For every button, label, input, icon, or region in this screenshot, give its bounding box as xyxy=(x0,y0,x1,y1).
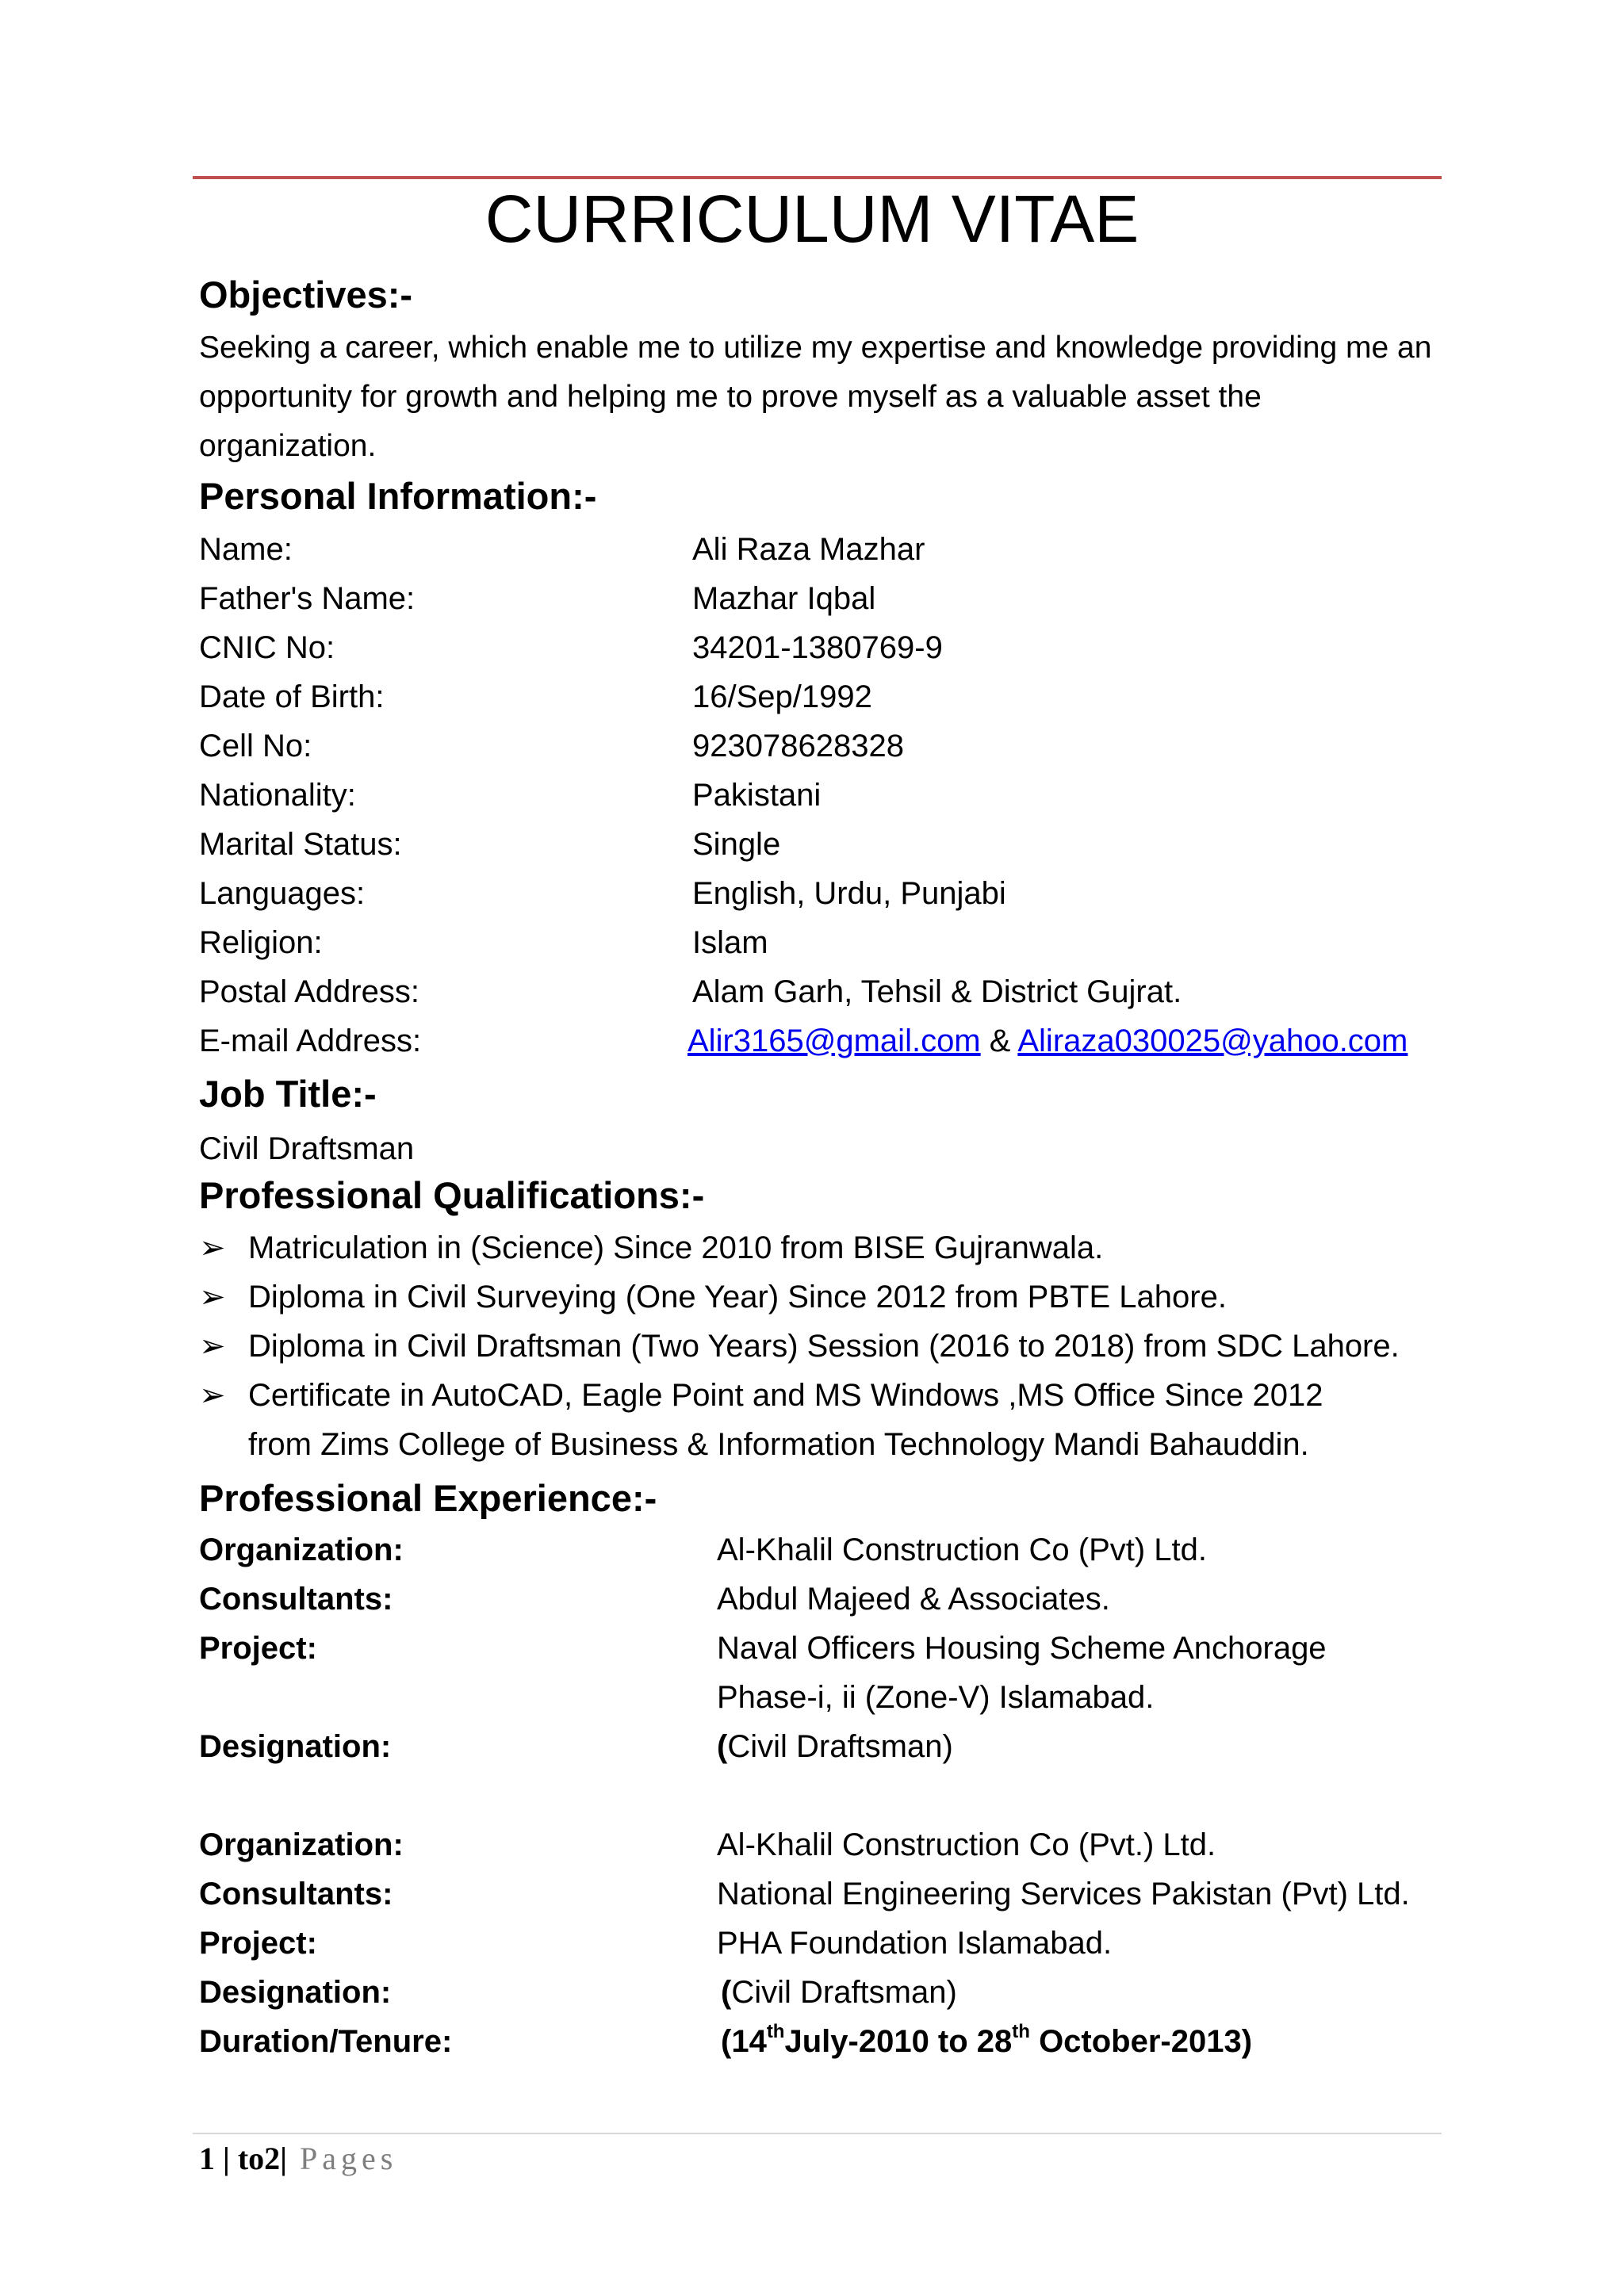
email-link-yahoo[interactable]: Aliraza030025@yahoo.com xyxy=(1017,1024,1408,1058)
info-label: Nationality: xyxy=(199,778,356,813)
designation-text: Civil Draftsman) xyxy=(731,1975,957,2010)
exp1-designation-row xyxy=(199,1722,1468,1771)
ordinal-suffix: th xyxy=(1012,2020,1030,2042)
info-row-cell xyxy=(199,721,1468,771)
info-label: E-mail Address: xyxy=(199,1024,422,1058)
qualification-text: Certificate in AutoCAD, Eagle Point and MS Windows ,MS Office Since 2012 xyxy=(248,1378,1323,1413)
exp-value: Abdul Majeed & Associates. xyxy=(717,1582,1110,1617)
objectives-text: Seeking a career, which enable me to utilize my expertise and knowledge providing me an opportunity for growth and helping me to prove myself as a valuable asset the organization. xyxy=(199,331,1432,463)
info-label: Cell No: xyxy=(199,729,312,763)
qualification-continuation: from Zims College of Business & Information Technology Mandi Bahauddin. xyxy=(248,1427,1309,1462)
exp-value: Al-Khalil Construction Co (Pvt) Ltd. xyxy=(717,1533,1208,1567)
info-label: CNIC No: xyxy=(199,630,335,665)
email-values xyxy=(688,1016,1408,1066)
experience-heading: Professional Experience:- xyxy=(199,1477,657,1519)
paren: ( xyxy=(717,1729,728,1764)
qualification-text: Diploma in Civil Draftsman (Two Years) Session (2016 to 2018) from SDC Lahore. xyxy=(248,1329,1400,1364)
personal-info-heading: Personal Information:- xyxy=(199,475,597,517)
info-row-father-name xyxy=(199,574,1468,623)
duration-part: July-2010 to 28 xyxy=(784,2024,1013,2059)
info-label: Name: xyxy=(199,532,293,567)
email-separator: & xyxy=(989,1024,1011,1058)
info-label: Languages: xyxy=(199,876,366,911)
exp-label: Project: xyxy=(199,1631,317,1666)
info-value: Pakistani xyxy=(692,778,822,813)
exp-label: Organization: xyxy=(199,1533,404,1567)
info-value: Mazhar Iqbal xyxy=(692,581,876,616)
exp2-project-row xyxy=(199,1919,1468,1968)
footer-rule xyxy=(193,2133,1442,2134)
exp1-project-row-2 xyxy=(199,1673,1468,1722)
info-value: Islam xyxy=(692,925,768,960)
email-link-gmail[interactable]: Alir3165@gmail.com xyxy=(688,1024,981,1058)
exp-value: Al-Khalil Construction Co (Pvt.) Ltd. xyxy=(717,1827,1216,1862)
info-row-nationality xyxy=(199,771,1468,820)
objectives-heading: Objectives:- xyxy=(199,274,413,316)
info-value: English, Urdu, Punjabi xyxy=(692,876,1006,911)
paren: ( xyxy=(721,1975,732,2010)
arrow-bullet-icon: ➢ xyxy=(199,1378,226,1413)
exp-label: Designation: xyxy=(199,1729,392,1764)
exp-label: Project: xyxy=(199,1926,317,1961)
job-title-value: Civil Draftsman xyxy=(199,1131,415,1166)
info-label: Father's Name: xyxy=(199,581,416,616)
page-title: CURRICULUM VITAE xyxy=(485,182,1139,256)
exp2-duration-row xyxy=(199,2017,1468,2066)
exp-label: Consultants: xyxy=(199,1877,393,1911)
exp-value xyxy=(717,1722,953,1771)
exp2-consultants-row xyxy=(199,1869,1468,1919)
exp-value: National Engineering Services Pakistan (Pvt) Ltd. xyxy=(717,1877,1410,1911)
exp2-organization-row xyxy=(199,1820,1468,1869)
exp-label: Duration/Tenure: xyxy=(199,2024,453,2059)
exp-label: Designation: xyxy=(199,1975,392,2010)
duration-value xyxy=(721,2017,1252,2066)
ordinal-suffix: th xyxy=(766,2020,785,2042)
duration-part: (14 xyxy=(721,2024,767,2059)
exp-label: Organization: xyxy=(199,1827,404,1862)
footer-pages-label: Pages xyxy=(286,2141,398,2176)
designation-text: Civil Draftsman) xyxy=(727,1729,953,1764)
info-row-cnic xyxy=(199,623,1468,672)
info-row-languages xyxy=(199,869,1468,918)
info-label: Religion: xyxy=(199,925,323,960)
info-label: Date of Birth: xyxy=(199,679,385,714)
exp1-organization-row xyxy=(199,1525,1468,1575)
info-value: 34201-1380769-9 xyxy=(692,630,943,665)
info-row-postal-address xyxy=(199,967,1468,1016)
info-row-marital-status xyxy=(199,820,1468,869)
arrow-bullet-icon: ➢ xyxy=(199,1280,226,1314)
footer-total: to2 xyxy=(237,2141,281,2176)
info-row-religion xyxy=(199,918,1468,967)
exp1-project-row xyxy=(199,1624,1468,1673)
qualifications-heading: Professional Qualifications:- xyxy=(199,1174,705,1216)
exp-value: Naval Officers Housing Scheme Anchorage xyxy=(717,1631,1327,1666)
exp2-designation-row xyxy=(199,1968,1468,2017)
info-value: Alam Garh, Tehsil & District Gujrat. xyxy=(692,974,1182,1009)
info-value: Single xyxy=(692,827,781,862)
info-row-email xyxy=(199,1016,1468,1066)
info-value: 923078628328 xyxy=(692,729,904,763)
exp-value: PHA Foundation Islamabad. xyxy=(717,1926,1113,1961)
info-label: Marital Status: xyxy=(199,827,402,862)
info-row-dob xyxy=(199,672,1468,721)
qualification-text: Diploma in Civil Surveying (One Year) Since 2012 from PBTE Lahore. xyxy=(248,1280,1227,1314)
page-footer xyxy=(199,2139,397,2179)
duration-part: October-2013) xyxy=(1029,2024,1253,2059)
exp-value: Phase-i, ii (Zone-V) Islamabad. xyxy=(717,1680,1155,1715)
info-value: 16/Sep/1992 xyxy=(692,679,872,714)
info-label: Postal Address: xyxy=(199,974,419,1009)
info-row-name xyxy=(199,525,1468,574)
exp1-consultants-row xyxy=(199,1575,1468,1624)
exp-label: Consultants: xyxy=(199,1582,393,1617)
footer-separator: | xyxy=(280,2141,287,2176)
qualification-text: Matriculation in (Science) Since 2010 from BISE Gujranwala. xyxy=(248,1230,1104,1265)
job-title-heading: Job Title:- xyxy=(199,1073,377,1115)
page-number: 1 xyxy=(199,2141,215,2176)
exp-value xyxy=(721,1968,957,2017)
arrow-bullet-icon: ➢ xyxy=(199,1230,226,1265)
info-value: Ali Raza Mazhar xyxy=(692,532,925,567)
footer-separator: | xyxy=(215,2141,238,2176)
arrow-bullet-icon: ➢ xyxy=(199,1329,226,1364)
